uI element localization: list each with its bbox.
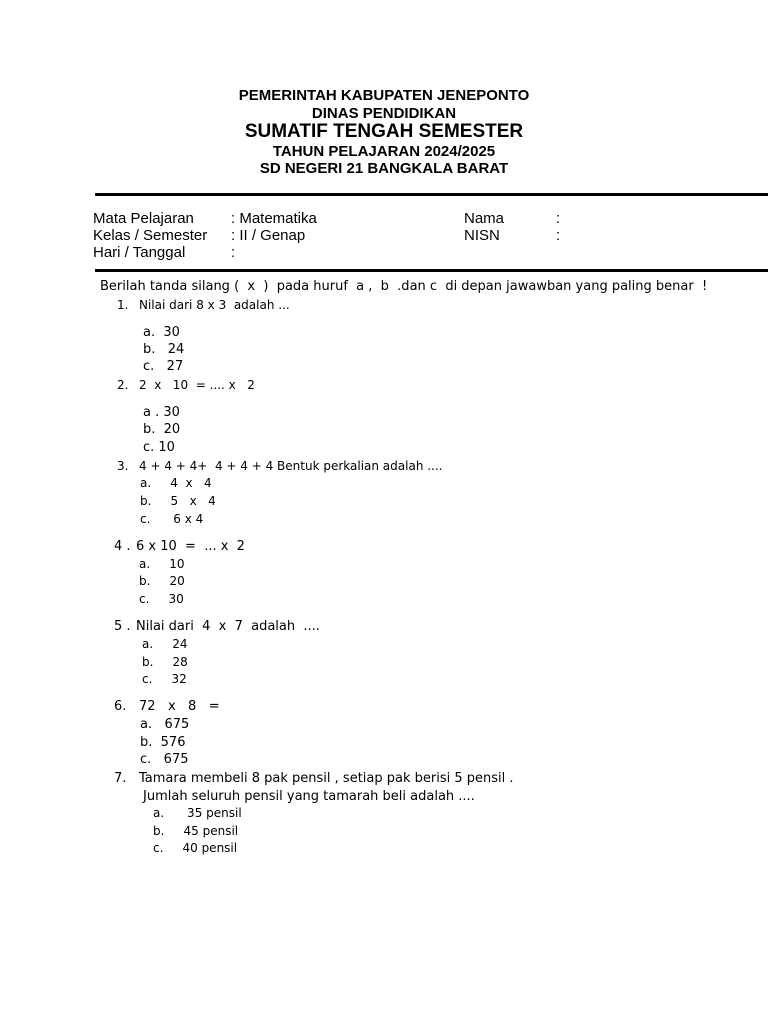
- question-3-option-b: b. 5 x 4: [140, 494, 216, 508]
- question-4-option-c: c. 30: [139, 592, 184, 606]
- header-divider-top: [95, 193, 768, 196]
- nisn-label: NISN: [464, 227, 500, 244]
- question-1-option-a: a. 30: [143, 325, 180, 340]
- header-year: TAHUN PELAJARAN 2024/2025: [272, 143, 496, 160]
- question-6-text: 72 x 8 =: [139, 699, 220, 714]
- subject-value: : Matematika: [231, 210, 317, 227]
- page-title: SUMATIF TENGAH SEMESTER: [244, 121, 524, 142]
- instruction-text: Berilah tanda silang ( x ) pada huruf a , b .dan c di depan jawawban yang paling benar !: [100, 279, 708, 294]
- question-3-option-c: c. 6 x 4: [140, 512, 204, 526]
- question-7-text: Tamara membeli 8 pak pensil , setiap pak berisi 5 pensil .: [139, 771, 514, 786]
- question-2-number: 2.: [117, 378, 129, 392]
- header-school: SD NEGERI 21 BANGKALA BARAT: [259, 160, 509, 177]
- question-1-option-b: b. 24: [143, 342, 185, 357]
- name-label: Nama: [464, 210, 505, 227]
- question-3-text: 4 + 4 + 4+ 4 + 4 + 4 Bentuk perkalian adalah ....: [139, 459, 443, 473]
- question-7-option-a: a. 35 pensil: [153, 806, 242, 820]
- question-7-option-b: b. 45 pensil: [153, 824, 239, 838]
- class-value: : II / Genap: [231, 227, 306, 244]
- question-1-number: 1.: [117, 298, 129, 312]
- question-5-option-c: c. 32: [142, 672, 187, 686]
- question-3-option-a: a. 4 x 4: [140, 476, 212, 490]
- class-label: Kelas / Semester: [93, 227, 208, 244]
- question-2-option-a: a . 30: [143, 405, 180, 420]
- question-3-number: 3.: [117, 459, 129, 473]
- question-4-option-a: a. 10: [139, 557, 185, 571]
- question-4-text: 6 x 10 = ... x 2: [136, 539, 245, 554]
- question-6-option-a: a. 675: [140, 717, 190, 732]
- question-7-option-c: c. 40 pensil: [153, 841, 238, 855]
- question-1-text: Nilai dari 8 x 3 adalah ...: [139, 298, 290, 312]
- question-4-number: 4 .: [114, 539, 131, 554]
- subject-label: Mata Pelajaran: [93, 210, 194, 227]
- header-line1: PEMERINTAH KABUPATEN JENEPONTO: [238, 87, 530, 104]
- question-1-option-c: c. 27: [143, 359, 184, 374]
- question-5-option-b: b. 28: [142, 655, 188, 669]
- question-5-number: 5 .: [114, 619, 131, 634]
- header-divider-bottom: [95, 269, 768, 272]
- date-label: Hari / Tanggal: [93, 244, 186, 261]
- question-5-text: Nilai dari 4 x 7 adalah ....: [136, 619, 320, 634]
- question-6-option-c: c. 675: [140, 752, 189, 767]
- question-5-option-a: a. 24: [142, 637, 188, 651]
- date-value: :: [231, 244, 236, 261]
- question-2-text: 2 x 10 = .... x 2: [139, 378, 255, 392]
- question-7-text-line2: Jumlah seluruh pensil yang tamarah beli adalah ....: [143, 789, 475, 804]
- nisn-value: :: [556, 227, 561, 244]
- name-value: :: [556, 210, 561, 227]
- question-4-option-b: b. 20: [139, 574, 185, 588]
- question-7-number: 7.: [114, 771, 127, 786]
- question-6-option-b: b. 576: [140, 735, 186, 750]
- question-6-number: 6.: [114, 699, 127, 714]
- header-line2: DINAS PENDIDIKAN: [311, 105, 457, 122]
- question-2-option-b: b. 20: [143, 422, 181, 437]
- question-2-option-c: c. 10: [143, 440, 175, 455]
